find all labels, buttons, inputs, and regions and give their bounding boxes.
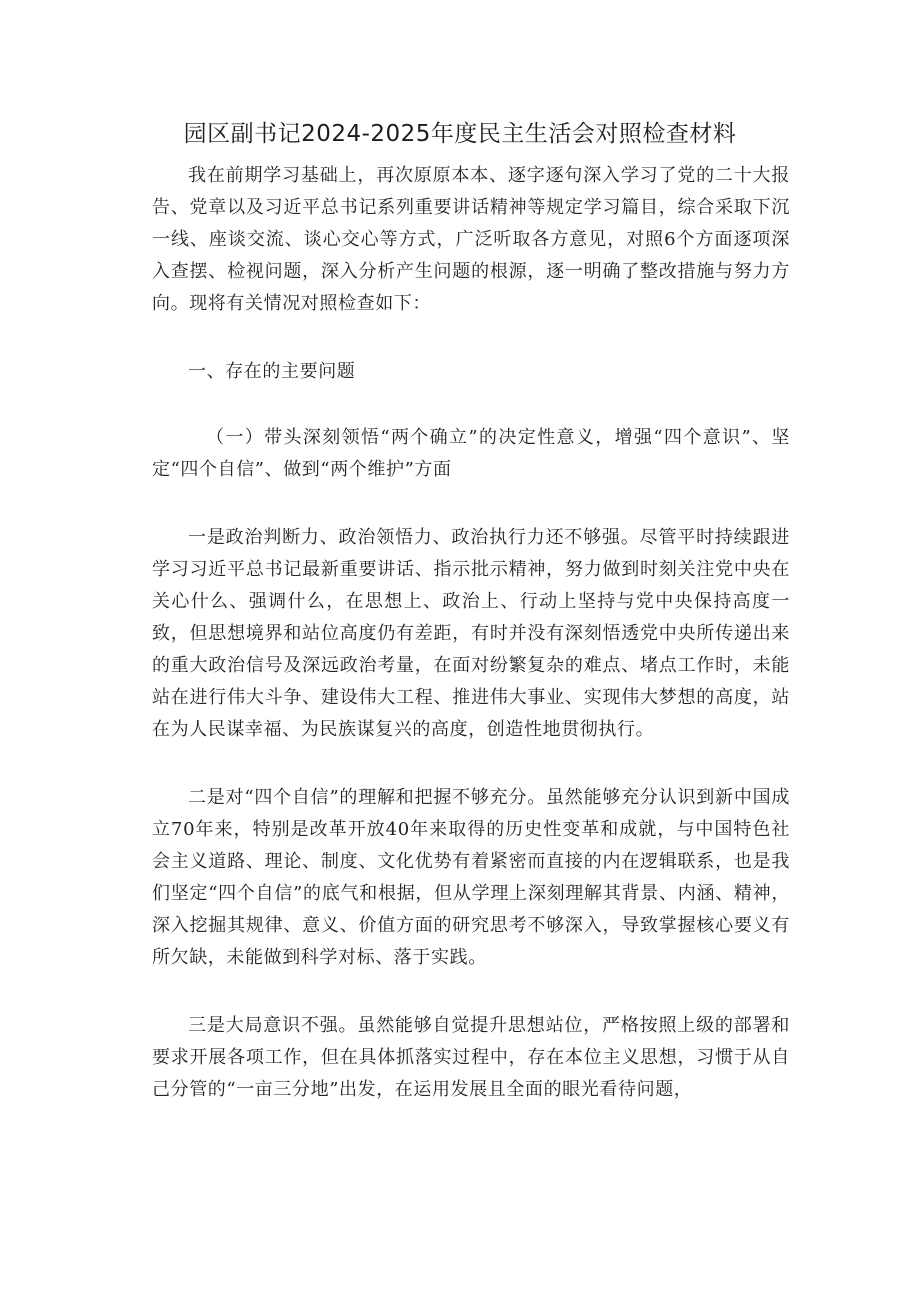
intro-paragraph: 我在前期学习基础上，再次原原本本、逐字逐句深入学习了党的二十大报告、党章以及习近平总书记系列重要讲话精神等规定学习篇目，综合采取下沉一线、座谈交流、谈心交心等方式，广泛听取各方意见，对照6个方面逐项深入查摆、检视问题，深入分析产生问题的根源，逐一明确了整改措施与努力方向。现将有关情况对照检查如下： — [152, 165, 790, 314]
section-heading-problems: 一、存在的主要问题 — [188, 361, 356, 382]
point-paragraph-3: 三是大局意识不强。虽然能够自觉提升思想站位，严格按照上级的部署和要求开展各项工作，但在具体抓落实过程中，存在本位主义思想，习惯于从自己分管的“一亩三分地”出发，在运用发展且全面的眼光看待问题， — [152, 1015, 790, 1100]
document-body — [152, 160, 790, 1142]
subsection-heading-1: （一）带头深刻领悟“两个确立”的决定性意义，增强“四个意识”、坚定“四个自信”、做到“两个维护”方面 — [152, 427, 790, 480]
point-paragraph-2: 二是对“四个自信”的理解和把握不够充分。虽然能够充分认识到新中国成立70年来，特别是改革开放40年来取得的历史性变革和成就，与中国特色社会主义道路、理论、制度、文化优势有着紧密而直接的内在逻辑联系，也是我们坚定“四个自信”的底气和根据，但从学理上深刻理解其背景、内涵、精神，深入挖掘其规律、意义、价值方面的研究思考不够深入，导致掌握核心要义有所欠缺，未能做到科学对标、落于实践。 — [152, 787, 790, 968]
document-title: 园区副书记2024-2025年度民主生活会对照检查材料 — [183, 121, 737, 147]
point-paragraph-1: 一是政治判断力、政治领悟力、政治执行力还不够强。尽管平时持续跟进学习习近平总书记最新重要讲话、指示批示精神，努力做到时刻关注党中央在关心什么、强调什么，在思想上、政治上、行动上坚持与党中央保持高度一致，但思想境界和站位高度仍有差距，有时并没有深刻悟透党中央所传递出来的重大政治信号及深远政治考量，在面对纷繁复杂的难点、堵点工作时，未能站在进行伟大斗争、建设伟大工程、推进伟大事业、实现伟大梦想的高度，站在为人民谋幸福、为民族谋复兴的高度，创造性地贯彻执行。 — [152, 527, 790, 740]
